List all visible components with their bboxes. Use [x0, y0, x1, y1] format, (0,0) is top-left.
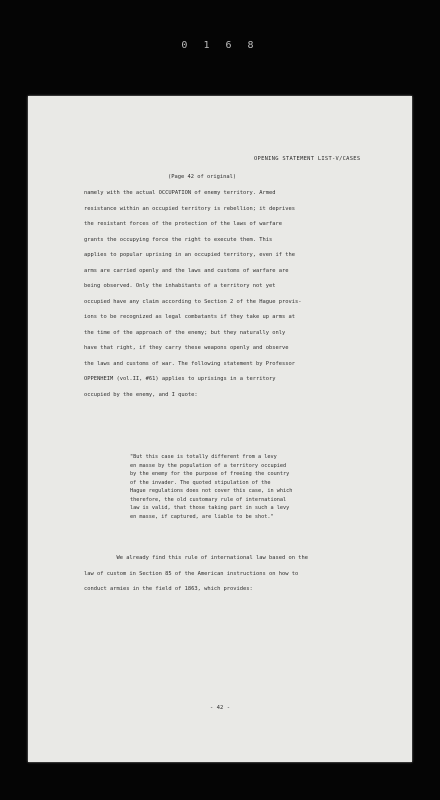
quote-line: by the enemy for the purpose of freeing the country — [130, 471, 290, 477]
text-line: the resistant forces of the protection of the laws of warfare — [84, 221, 282, 227]
quote-line: "But this case is totally different from a levy — [130, 454, 277, 460]
body-text — [84, 186, 376, 403]
text-line: namely with the actual OCCUPATION of enemy territory. Armed — [84, 190, 276, 196]
text-line: the laws and customs of war. The following statement by Professor — [84, 360, 295, 367]
text-line: law of custom in Section 85 of the American instructions on how to — [84, 570, 299, 577]
closing-paragraph — [84, 551, 376, 598]
quote-line: Hague regulations does not cover this case, in which — [130, 488, 293, 494]
text-line: OPPENHEIM (vol.II, #61) applies to uprisings in a territory — [84, 376, 276, 382]
quote-line: law is valid, that those taking part in such a levy — [130, 505, 290, 511]
text-line: ions to be recognized as legal combatants if they take up arms at — [84, 314, 295, 320]
text-line: applies to popular uprising in an occupied territory, even if the — [84, 252, 295, 258]
page-number: - 42 - — [209, 705, 231, 711]
header-title: OPENING STATEMENT LIST-V/CASES — [254, 156, 361, 162]
quote-line: of the invader. The quoted stipulation of the — [130, 479, 271, 486]
text-line: have that right, if they carry these weapons openly and observe — [84, 345, 289, 351]
text-line: being observed. Only the inhabitants of a territory not yet — [84, 283, 276, 289]
text-line: arms are carried openly and the laws and customs of warfare are — [84, 267, 289, 274]
quote-line: therefore, the old customary rule of international — [130, 496, 287, 503]
text-line: occupied by the enemy, and I quote: — [84, 391, 198, 398]
text-line: We already find this rule of international law based on the — [84, 555, 308, 561]
frame-number: 0 1 6 8 — [181, 40, 259, 51]
text-line: conduct armies in the field of 1863, which provides: — [84, 586, 253, 592]
text-line: occupied have any claim according to Section 2 of the Hague provis- — [84, 298, 302, 305]
quote-line: en masse, if captured, are liable to be shot." — [130, 513, 274, 520]
document-page — [28, 96, 412, 762]
text-line: the time of the approach of the enemy; but they naturally only — [84, 329, 286, 336]
quote-line: en masse by the population of a territory occupied — [130, 462, 287, 469]
block-quote — [130, 453, 390, 521]
header-subtitle: (Page 42 of original) — [168, 174, 237, 180]
text-line: resistance within an occupied territory is rebellion; it deprives — [84, 205, 295, 212]
text-line: grants the occupying force the right to execute them. This — [84, 236, 273, 243]
